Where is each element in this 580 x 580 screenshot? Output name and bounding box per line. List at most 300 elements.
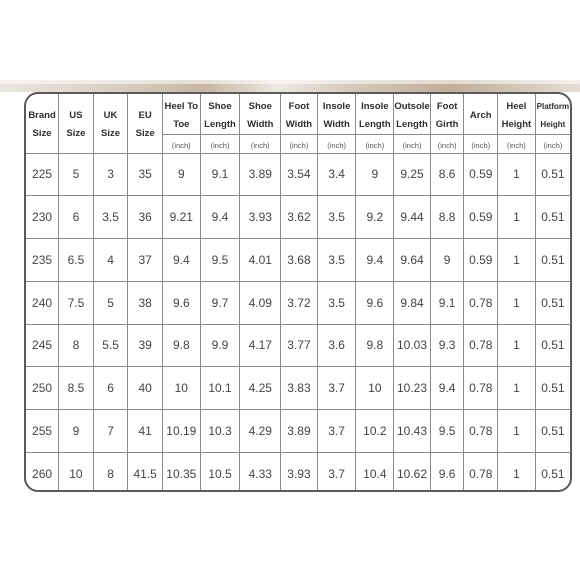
cell-value: 1 bbox=[513, 252, 520, 267]
cell-value: 9.4 bbox=[366, 252, 384, 267]
table-cell bbox=[464, 281, 498, 324]
table-cell bbox=[93, 324, 128, 367]
table-cell bbox=[394, 153, 431, 196]
cell-value: 0.59 bbox=[469, 252, 493, 267]
cell-value: 9.6 bbox=[366, 295, 384, 310]
table-cell bbox=[281, 324, 318, 367]
unit-cell bbox=[535, 134, 570, 153]
header-foot-girth bbox=[430, 94, 464, 134]
cell-value: 6 bbox=[107, 381, 114, 396]
table-cell bbox=[535, 452, 570, 492]
table-cell bbox=[93, 153, 128, 196]
table-cell bbox=[281, 367, 318, 410]
cell-value: 0.78 bbox=[469, 381, 493, 396]
cell-value: 3.93 bbox=[287, 466, 311, 481]
cell-value: 225 bbox=[32, 167, 53, 182]
table-cell bbox=[240, 153, 281, 196]
table-cell bbox=[240, 452, 281, 492]
table-cell bbox=[317, 281, 356, 324]
cell-value: 3.68 bbox=[287, 252, 311, 267]
table-row bbox=[26, 367, 570, 410]
table-cell bbox=[128, 410, 163, 453]
cell-value: 7.5 bbox=[67, 295, 85, 310]
cell-value: 9.4 bbox=[211, 210, 229, 225]
table-cell bbox=[240, 410, 281, 453]
table-cell bbox=[356, 281, 394, 324]
table-cell bbox=[162, 281, 200, 324]
table-cell bbox=[59, 367, 94, 410]
table-cell bbox=[200, 239, 240, 282]
size-chart-card bbox=[24, 92, 572, 492]
header-heel-height bbox=[498, 94, 536, 134]
cell-value: 9 bbox=[371, 167, 379, 182]
header-eu-size bbox=[128, 94, 163, 153]
table-cell bbox=[464, 324, 498, 367]
cell-value: 35 bbox=[138, 167, 152, 182]
cell-value: 3.6 bbox=[328, 338, 345, 353]
cell-value: 36 bbox=[138, 210, 152, 225]
header-label: Heel To Toe bbox=[164, 100, 199, 130]
cell-value: 3.77 bbox=[287, 338, 311, 353]
cell-value: 9.7 bbox=[211, 295, 229, 310]
table-cell bbox=[200, 324, 240, 367]
cell-value: 250 bbox=[32, 381, 53, 396]
table-cell bbox=[430, 196, 464, 239]
cell-value: 0.59 bbox=[469, 167, 493, 182]
table-cell bbox=[200, 367, 240, 410]
cell-value: 0.78 bbox=[469, 423, 493, 438]
cell-value: 255 bbox=[32, 423, 53, 438]
cell-value: 9 bbox=[72, 423, 80, 438]
table-cell bbox=[317, 239, 356, 282]
cell-value: 9.1 bbox=[438, 295, 456, 310]
table-cell bbox=[59, 452, 94, 492]
cell-value: 9.1 bbox=[211, 167, 229, 182]
unit-label: (inch) bbox=[507, 140, 526, 150]
cell-value: 3.5 bbox=[328, 252, 345, 267]
cell-value: 1 bbox=[513, 295, 520, 310]
cell-value: 9 bbox=[177, 167, 185, 182]
cell-value: 3.4 bbox=[328, 167, 345, 182]
header-row bbox=[26, 94, 570, 134]
cell-value: 3 bbox=[107, 167, 114, 182]
table-cell bbox=[26, 452, 59, 492]
cell-value: 9.84 bbox=[400, 295, 424, 310]
table-cell bbox=[281, 452, 318, 492]
cell-value: 4 bbox=[107, 252, 114, 267]
table-cell bbox=[535, 239, 570, 282]
bottom-margin bbox=[0, 494, 580, 580]
table-cell bbox=[498, 239, 536, 282]
table-cell bbox=[535, 196, 570, 239]
table-cell bbox=[394, 367, 431, 410]
unit-cell bbox=[464, 134, 498, 153]
header-insole-length bbox=[356, 94, 394, 134]
cell-value: 38 bbox=[138, 295, 152, 310]
cell-value: 9.25 bbox=[400, 167, 424, 182]
cell-value: 9.21 bbox=[169, 210, 193, 225]
cell-value: 245 bbox=[32, 338, 53, 353]
table-cell bbox=[26, 196, 59, 239]
table-cell bbox=[26, 281, 59, 324]
cell-value: 10 bbox=[174, 381, 188, 396]
unit-label: (inch) bbox=[402, 140, 422, 150]
cell-value: 4.09 bbox=[248, 295, 272, 310]
table-cell bbox=[59, 196, 94, 239]
cell-value: 10.62 bbox=[396, 466, 428, 481]
table-cell bbox=[356, 196, 394, 239]
table-cell bbox=[26, 324, 59, 367]
header-label: UK Size bbox=[101, 110, 121, 140]
table-cell bbox=[93, 281, 128, 324]
table-cell bbox=[59, 410, 94, 453]
unit-label: (inch) bbox=[437, 140, 457, 150]
cell-value: 9.2 bbox=[366, 210, 384, 225]
cell-value: 3.54 bbox=[287, 167, 311, 182]
cell-value: 9.64 bbox=[400, 252, 424, 267]
table-cell bbox=[128, 196, 163, 239]
table-cell bbox=[430, 367, 464, 410]
header-label: EU Size bbox=[135, 110, 155, 140]
table-cell bbox=[59, 281, 94, 324]
table-cell bbox=[430, 153, 464, 196]
cell-value: 7 bbox=[107, 423, 114, 438]
table-cell bbox=[356, 324, 394, 367]
cell-value: 3.83 bbox=[287, 381, 311, 396]
cell-value: 0.51 bbox=[541, 167, 565, 182]
cell-value: 240 bbox=[32, 295, 53, 310]
table-cell bbox=[535, 281, 570, 324]
cell-value: 6 bbox=[72, 210, 80, 225]
table-cell bbox=[430, 452, 464, 492]
header-label: US Size bbox=[66, 110, 86, 140]
header-heel-to-toe bbox=[162, 94, 200, 134]
table-cell bbox=[128, 324, 163, 367]
unit-label: (inch) bbox=[250, 140, 270, 150]
unit-cell bbox=[317, 134, 356, 153]
table-cell bbox=[394, 281, 431, 324]
table-cell bbox=[240, 281, 281, 324]
table-cell bbox=[317, 153, 356, 196]
cell-value: 0.51 bbox=[541, 381, 565, 396]
table-cell bbox=[240, 324, 281, 367]
unit-cell bbox=[200, 134, 240, 153]
table-cell bbox=[281, 410, 318, 453]
table-cell bbox=[464, 239, 498, 282]
cell-value: 40 bbox=[138, 381, 152, 396]
header-label: Outsole Length bbox=[394, 100, 430, 130]
cell-value: 0.59 bbox=[469, 210, 493, 225]
cell-value: 1 bbox=[513, 423, 520, 438]
cell-value: 10.5 bbox=[208, 466, 232, 481]
header-label: Foot Width bbox=[285, 100, 313, 130]
table-cell bbox=[498, 281, 536, 324]
table-cell bbox=[93, 410, 128, 453]
cell-value: 9.4 bbox=[438, 381, 456, 396]
table-cell bbox=[59, 239, 94, 282]
unit-cell bbox=[162, 134, 200, 153]
table-cell bbox=[394, 239, 431, 282]
table-cell bbox=[535, 367, 570, 410]
table-cell bbox=[394, 324, 431, 367]
cell-value: 9.5 bbox=[211, 252, 229, 267]
unit-cell bbox=[240, 134, 281, 153]
cell-value: 10.23 bbox=[396, 381, 428, 396]
table-cell bbox=[498, 410, 536, 453]
table-cell bbox=[200, 281, 240, 324]
unit-label: (inch) bbox=[289, 140, 309, 150]
table-cell bbox=[128, 367, 163, 410]
cell-value: 9.3 bbox=[438, 338, 456, 353]
table-cell bbox=[128, 281, 163, 324]
cell-value: 10.19 bbox=[166, 423, 197, 438]
table-cell bbox=[93, 367, 128, 410]
cell-value: 1 bbox=[513, 338, 520, 353]
table-cell bbox=[93, 239, 128, 282]
cell-value: 10 bbox=[368, 381, 382, 396]
cell-value: 5 bbox=[72, 167, 80, 182]
table-cell bbox=[162, 452, 200, 492]
cell-value: 0.51 bbox=[541, 295, 565, 310]
table-cell bbox=[128, 452, 163, 492]
table-cell bbox=[281, 239, 318, 282]
cell-value: 3.7 bbox=[328, 466, 345, 481]
size-chart-table bbox=[26, 94, 570, 492]
table-cell bbox=[464, 452, 498, 492]
cell-value: 10.35 bbox=[166, 466, 197, 481]
cell-value: 0.51 bbox=[541, 210, 565, 225]
table-cell bbox=[281, 196, 318, 239]
cell-value: 8 bbox=[107, 466, 114, 481]
table-cell bbox=[356, 452, 394, 492]
cell-value: 260 bbox=[32, 466, 53, 481]
header-brand-size bbox=[26, 94, 59, 153]
table-cell bbox=[535, 410, 570, 453]
table-cell bbox=[356, 153, 394, 196]
cell-value: 3.89 bbox=[287, 423, 311, 438]
table-cell bbox=[26, 239, 59, 282]
cell-value: 6.5 bbox=[67, 252, 85, 267]
header-us-size bbox=[59, 94, 94, 153]
cell-value: 230 bbox=[32, 210, 53, 225]
cell-value: 4.29 bbox=[248, 423, 272, 438]
table-cell bbox=[498, 367, 536, 410]
table-cell bbox=[26, 367, 59, 410]
header-label: Brand Size bbox=[28, 110, 56, 140]
cell-value: 235 bbox=[32, 252, 53, 267]
cell-value: 10.43 bbox=[396, 423, 428, 438]
table-cell bbox=[162, 324, 200, 367]
table-cell bbox=[93, 196, 128, 239]
unit-label: (inch) bbox=[210, 140, 230, 150]
cell-value: 37 bbox=[138, 252, 152, 267]
cell-value: 0.78 bbox=[469, 338, 493, 353]
cell-value: 1 bbox=[513, 167, 520, 182]
unit-cell bbox=[498, 134, 536, 153]
unit-label: (inch) bbox=[327, 140, 347, 150]
table-cell bbox=[162, 153, 200, 196]
header-uk-size bbox=[93, 94, 128, 153]
header-shoe-length bbox=[200, 94, 240, 134]
table-cell bbox=[162, 410, 200, 453]
header-label: Foot Girth bbox=[435, 100, 459, 130]
cell-value: 9.8 bbox=[172, 338, 190, 353]
cell-value: 8.5 bbox=[67, 381, 85, 396]
table-cell bbox=[317, 324, 356, 367]
cell-value: 4.17 bbox=[248, 338, 272, 353]
cell-value: 9.44 bbox=[400, 210, 424, 225]
cell-value: 1 bbox=[513, 466, 520, 481]
cell-value: 3.62 bbox=[287, 210, 311, 225]
cell-value: 0.51 bbox=[541, 338, 565, 353]
table-cell bbox=[430, 410, 464, 453]
table-cell bbox=[93, 452, 128, 492]
table-cell bbox=[317, 367, 356, 410]
header-foot-width bbox=[281, 94, 318, 134]
cell-value: 9.5 bbox=[438, 423, 456, 438]
table-row bbox=[26, 452, 570, 492]
cell-value: 0.51 bbox=[541, 252, 565, 267]
table-row bbox=[26, 410, 570, 453]
table-cell bbox=[240, 196, 281, 239]
table-cell bbox=[200, 452, 240, 492]
table-cell bbox=[394, 196, 431, 239]
table-cell bbox=[498, 452, 536, 492]
cell-value: 10.3 bbox=[208, 423, 232, 438]
unit-cell bbox=[356, 134, 394, 153]
table-cell bbox=[317, 452, 356, 492]
table-cell bbox=[281, 153, 318, 196]
table-cell bbox=[535, 324, 570, 367]
cell-value: 0.51 bbox=[541, 423, 565, 438]
table-row bbox=[26, 196, 570, 239]
header-label: Insole Length bbox=[358, 100, 391, 130]
table-cell bbox=[498, 324, 536, 367]
cell-value: 10.4 bbox=[363, 466, 387, 481]
table-cell bbox=[430, 324, 464, 367]
cell-value: 1 bbox=[513, 210, 520, 225]
table-cell bbox=[162, 239, 200, 282]
header-label: Shoe Width bbox=[247, 100, 274, 130]
cell-value: 1 bbox=[513, 381, 520, 396]
table-cell bbox=[464, 196, 498, 239]
table-cell bbox=[356, 367, 394, 410]
header-label: Heel Height bbox=[501, 100, 532, 130]
table-cell bbox=[128, 153, 163, 196]
table-cell bbox=[59, 324, 94, 367]
header-outsole-length bbox=[394, 94, 431, 134]
table-cell bbox=[464, 410, 498, 453]
table-cell bbox=[430, 239, 464, 282]
cell-value: 4.01 bbox=[248, 252, 272, 267]
table-cell bbox=[430, 281, 464, 324]
cell-value: 10.1 bbox=[208, 381, 232, 396]
table-cell bbox=[162, 196, 200, 239]
cell-value: 39 bbox=[138, 338, 152, 353]
cell-value: 3.89 bbox=[248, 167, 272, 182]
cell-value: 9.4 bbox=[172, 252, 190, 267]
unit-cell bbox=[281, 134, 318, 153]
cell-value: 8 bbox=[72, 338, 80, 353]
table-cell bbox=[59, 153, 94, 196]
unit-cell bbox=[430, 134, 464, 153]
cell-value: 10 bbox=[69, 466, 83, 481]
table-cell bbox=[26, 410, 59, 453]
table-cell bbox=[317, 196, 356, 239]
cell-value: 9.6 bbox=[172, 295, 190, 310]
cell-value: 0.78 bbox=[469, 466, 493, 481]
table-cell bbox=[535, 153, 570, 196]
table-cell bbox=[200, 153, 240, 196]
table-cell bbox=[356, 239, 394, 282]
cell-value: 3.5 bbox=[102, 210, 119, 225]
table-cell bbox=[317, 410, 356, 453]
table-row bbox=[26, 153, 570, 196]
cell-value: 3.72 bbox=[287, 295, 311, 310]
unit-label: (inch) bbox=[471, 140, 491, 150]
header-insole-width bbox=[317, 94, 356, 134]
cell-value: 3.5 bbox=[328, 210, 345, 225]
cell-value: 5 bbox=[107, 295, 114, 310]
table-cell bbox=[394, 410, 431, 453]
product-photo-strip bbox=[0, 80, 580, 92]
header-label: Insole Width bbox=[322, 100, 351, 130]
cell-value: 41 bbox=[138, 423, 152, 438]
cell-value: 41.5 bbox=[133, 466, 157, 481]
cell-value: 9 bbox=[443, 252, 451, 267]
header-label: Platform Height bbox=[536, 101, 570, 129]
cell-value: 0.51 bbox=[541, 466, 565, 481]
cell-value: 0.78 bbox=[469, 295, 493, 310]
table-cell bbox=[162, 367, 200, 410]
table-row bbox=[26, 324, 570, 367]
cell-value: 9.8 bbox=[366, 338, 384, 353]
unit-label: (inch) bbox=[171, 140, 191, 150]
table-cell bbox=[281, 281, 318, 324]
table-cell bbox=[240, 367, 281, 410]
cell-value: 4.33 bbox=[248, 466, 272, 481]
table-cell bbox=[200, 410, 240, 453]
table-cell bbox=[128, 239, 163, 282]
table-row bbox=[26, 239, 570, 282]
header-shoe-width bbox=[240, 94, 281, 134]
cell-value: 10.03 bbox=[396, 338, 428, 353]
table-cell bbox=[464, 153, 498, 196]
table-cell bbox=[240, 239, 281, 282]
table-cell bbox=[394, 452, 431, 492]
cell-value: 3.7 bbox=[328, 381, 345, 396]
unit-cell bbox=[394, 134, 431, 153]
cell-value: 4.25 bbox=[248, 381, 272, 396]
cell-value: 10.2 bbox=[363, 423, 387, 438]
header-arch bbox=[464, 94, 498, 134]
cell-value: 9.6 bbox=[438, 466, 456, 481]
header-platform-height bbox=[535, 94, 570, 134]
cell-value: 5.5 bbox=[102, 338, 119, 353]
cell-value: 3.7 bbox=[328, 423, 345, 438]
cell-value: 3.5 bbox=[328, 295, 345, 310]
table-cell bbox=[498, 153, 536, 196]
cell-value: 3.93 bbox=[248, 210, 272, 225]
header-label: Arch bbox=[469, 109, 492, 121]
table-row bbox=[26, 281, 570, 324]
unit-label: (inch) bbox=[365, 140, 385, 150]
unit-label: (inch) bbox=[543, 140, 563, 150]
table-cell bbox=[200, 196, 240, 239]
table-cell bbox=[26, 153, 59, 196]
table-cell bbox=[356, 410, 394, 453]
header-label: Shoe Length bbox=[204, 100, 236, 130]
